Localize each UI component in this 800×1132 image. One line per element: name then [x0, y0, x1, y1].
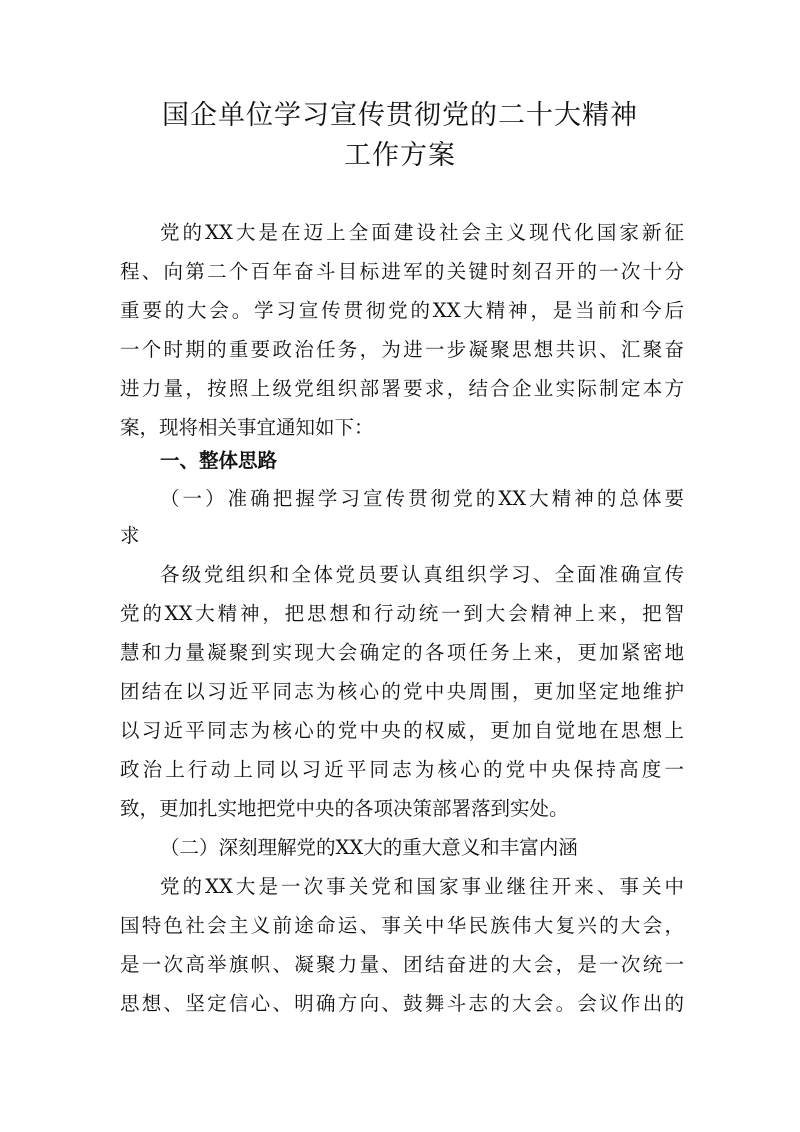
intro-paragraph-line: 案，现将相关事宜通知如下： — [120, 416, 374, 439]
intro-paragraph-line: 党的XX大是在迈上全面建设社会主义现代化国家新征 — [160, 221, 684, 244]
body-paragraph-line: 思想、坚定信心、明确方向、鼓舞斗志的大会。会议作出的 — [120, 992, 684, 1015]
body-paragraph-line: 慧和力量凝聚到实现大会确定的各项任务上来，更加紧密地 — [120, 641, 684, 664]
intro-paragraph-line: 程、向第二个百年奋斗目标进军的关键时刻召开的一次十分 — [120, 260, 684, 283]
body-paragraph-line: 国特色社会主义前途命运、事关中华民族伟大复兴的大会， — [120, 914, 684, 937]
document-title-line-2: 工作方案 — [344, 140, 456, 171]
subsection-heading: （二）深刻理解党的XX大的重大意义和丰富内涵 — [160, 836, 578, 859]
body-paragraph-line: 致，更加扎实地把党中央的各项决策部署落到实处。 — [120, 797, 569, 820]
body-paragraph-line: 党的XX大是一次事关党和国家事业继往开来、事关中 — [160, 875, 684, 898]
intro-paragraph-line: 重要的大会。学习宣传贯彻党的XX大精神，是当前和今后 — [120, 299, 684, 322]
intro-paragraph-line: 进力量，按照上级党组织部署要求，结合企业实际制定本方 — [120, 377, 684, 400]
section-heading: 一、整体思路 — [160, 449, 278, 472]
body-paragraph-line: 各级党组织和全体党员要认真组织学习、全面准确宣传 — [160, 563, 684, 586]
body-paragraph-line: 党的XX大精神，把思想和行动统一到大会精神上来，把智 — [120, 602, 684, 625]
intro-paragraph-line: 一个时期的重要政治任务，为进一步凝聚思想共识、汇聚奋 — [120, 338, 684, 361]
body-paragraph-line: 以习近平同志为核心的党中央的权威，更加自觉地在思想上 — [120, 719, 684, 742]
body-paragraph-line: 团结在以习近平同志为核心的党中央周围，更加坚定地维护 — [120, 680, 684, 703]
body-paragraph-line: 是一次高举旗帜、凝聚力量、团结奋进的大会，是一次统一 — [120, 953, 684, 976]
document-title-line-1: 国企单位学习宣传贯彻党的二十大精神 — [162, 100, 638, 131]
body-paragraph-line: 政治上行动上同以习近平同志为核心的党中央保持高度一 — [120, 758, 684, 781]
subsection-heading-line: （一）准确把握学习宣传贯彻党的XX大精神的总体要 — [160, 487, 684, 510]
subsection-heading-line: 求 — [120, 524, 140, 547]
